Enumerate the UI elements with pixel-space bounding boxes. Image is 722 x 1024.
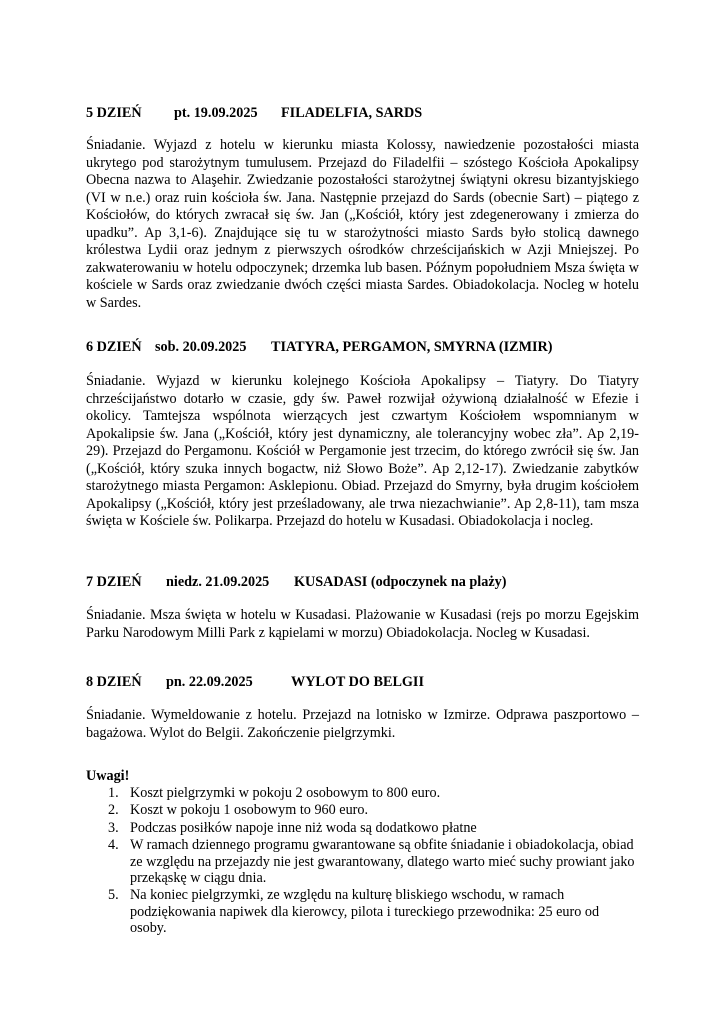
day-number: 8 DZIEŃ [86,674,142,690]
day-number: 7 DZIEŃ [86,574,142,590]
day-title: FILADELFIA, SARDS [281,105,423,121]
day-date: pt. 19.09.2025 [174,105,258,121]
notes-item-text: W ramach dziennego programu gwarantowane są obfite śniadanie i obiadokolacja, obiad ze względu na przejazdy nie jest gwarantowany, dlatego warto mieć suchy prowiant jako przekąskę w ciągu dnia. [130,837,635,887]
day-title: WYLOT DO BELGII [291,674,424,690]
notes-item-number: 1. [108,785,119,801]
notes-item-text: Na koniec pielgrzymki, ze względu na kulturę bliskiego wschodu, w ramach podziękowania napiwek dla kierowcy, pilota i tureckiego przewodnika: 25 euro od osoby. [130,887,600,937]
day-description: Śniadanie. Wyjazd w kierunku kolejnego Kościoła Apokalipsy – Tiatyry. Do Tiatyry chrześcijaństwo dotarło w czasie, gdy św. Paweł rozwijał ożywioną działalność w Efezie i okolicy. Tamtejsza wspólnota wierzących jest czwartym Kościołem wspomnianym w Apokalipsie św. Jana („Kościół, który jest dynamiczny, ale tolerancyjny wobec zła”. Ap 2,19-29). Przejazd do Pergamonu. Kościół w Pergamonie jest trzecim, do którego zwrócił się św. Jan („Kościół, który szuka innych bogactw, niż Słowo Boże”. Ap 2,12-17). Zwiedzanie zabytków starożytnego miasta Pergamon: Asklepionu. Obiad. Przejazd do Smyrny, była drugim kościołem Apokalipsy („Kościół, który jest prześladowany, ale trwa niezachwianie”. Ap 2,8-11), tam msza święta w Kościele św. Polikarpa. Przejazd do hotelu w Kusadasi. Obiadokolacja i nocleg. [86,373,639,529]
notes-item-text: Koszt pielgrzymki w pokoju 2 osobowym to 800 euro. [130,785,441,801]
day-date: sob. 20.09.2025 [155,339,247,355]
notes-item [86,785,639,801]
notes-title: Uwagi! [86,768,130,784]
notes-item-number: 4. [108,837,119,854]
day-title: KUSADASI (odpoczynek na plaży) [294,574,507,590]
day-date: pn. 22.09.2025 [166,674,253,690]
notes-item [86,837,639,886]
day-description: Śniadanie. Msza święta w hotelu w Kusadasi. Plażowanie w Kusadasi (rejs po morzu Egejskim Parku Narodowym Milli Park z kąpielami w morzu) Obiadokolacja. Nocleg w Kusadasi. [86,607,639,641]
notes-item [86,802,639,818]
notes-item-number: 3. [108,819,119,836]
day-description: Śniadanie. Wyjazd z hotelu w kierunku miasta Kolossy, nawiedzenie pozostałości miasta ukrytego pod starożytnym tumulusem. Przejazd do Filadelfii – szóstego Kościoła Apokalipsy Obecna nazwa to Alaşehir. Zwiedzanie pozostałości starożytnej świątyni okresu bizantyjskiego (VI w n.e.) oraz ruin kościoła św. Jana. Następnie przejazd do Sards (obecnie Sart) – piątego z Kościołów, do których zwracał się św. Jan („Kościół, który jest zdegenerowany i zmierza do upadku”. Ap 3,1-6). Znajdujące się tu w starożytności miasto Sards było stolicą dawnego królestwa Lydii oraz jednym z pierwszych ośrodków chrześcijańskich w Azji Mniejszej. Po zakwaterowaniu w hotelu odpoczynek; drzemka lub basen. Późnym popołudniem Msza święta w kościele w Sards oraz zwiedzanie dwóch części miasta Sardes. Obiadokolacja. Nocleg w hotelu w Sardes. [86,137,639,311]
notes-list [86,785,639,938]
notes-item-number: 2. [108,802,119,819]
notes-item-text: Koszt w pokoju 1 osobowym to 960 euro. [130,802,369,819]
day-number: 5 DZIEŃ [86,105,142,121]
day-number: 6 DZIEŃ [86,339,142,355]
day-description: Śniadanie. Wymeldowanie z hotelu. Przejazd na lotnisko w Izmirze. Odprawa paszportowo – bagażowa. Wylot do Belgii. Zakończenie pielgrzymki. [86,707,639,741]
notes-item [86,887,639,936]
notes-item [86,820,639,836]
notes-item-text: Podczas posiłków napoje inne niż woda są dodatkowo płatne [130,819,477,836]
day-date: niedz. 21.09.2025 [166,574,270,590]
day-title: TIATYRA, PERGAMON, SMYRNA (IZMIR) [271,339,553,355]
notes-item-number: 5. [108,887,119,904]
